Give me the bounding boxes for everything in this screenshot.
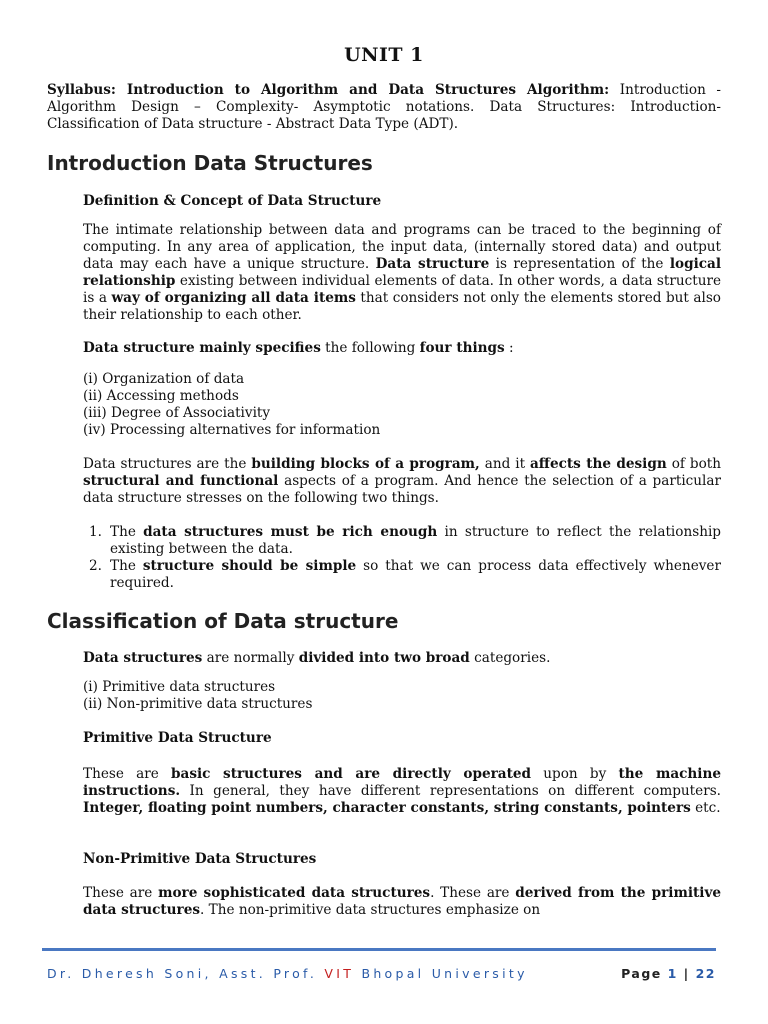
numbered-list — [83, 524, 721, 592]
item-number: 2. — [89, 558, 102, 574]
syllabus-text: Introduction - Algorithm Design – Complexity- Asymptotic notations. Data Structures: Introduction- Classification of Data structure - Abstract Data Type (ADT). — [47, 82, 722, 132]
bold-span: data structures must be rich enough — [143, 524, 438, 540]
text-span: The intimate relationship between data and programs can be traced to the beginning of computing. In any area of application, the input data, (internally stored data) and output data may each have a unique structure. — [83, 222, 721, 272]
page-current: 1 — [667, 966, 678, 981]
text-span: categories. — [469, 650, 551, 666]
bold-span: Data structures — [83, 650, 203, 666]
definition-paragraph — [83, 222, 721, 324]
bold-span: building blocks of a program, — [251, 456, 480, 472]
footer-rule — [42, 948, 716, 951]
text-span: . The non-primitive data structures emphasize on — [200, 902, 541, 918]
numbered-item — [83, 524, 721, 558]
list-item: (i) Primitive data structures — [83, 679, 276, 695]
text-span: The — [110, 524, 144, 540]
bold-span: divided into two broad — [298, 650, 470, 666]
unit-title: UNIT 1 — [344, 44, 424, 66]
syllabus — [47, 82, 721, 133]
primitive-heading: Primitive Data Structure — [83, 730, 272, 746]
bold-span: way of organizing all data items — [111, 290, 356, 306]
text-span: In general, they have different representations on different computers. — [180, 783, 721, 799]
non-primitive-paragraph — [83, 885, 721, 919]
classification-heading: Classification of Data structure — [47, 609, 399, 633]
text-span: of both — [666, 456, 721, 472]
text-span: in structure to reflect the relationship existing between the data. — [110, 524, 721, 557]
page-number — [621, 966, 716, 981]
four-things-list — [83, 371, 721, 439]
page-total: 22 — [695, 966, 716, 981]
categories-list — [83, 679, 721, 713]
text-span: upon by — [531, 766, 619, 782]
text-span: These are — [83, 885, 159, 901]
bold-span: basic structures and are directly operated — [171, 766, 532, 782]
text-span: and it — [479, 456, 530, 472]
page-label: Page — [621, 966, 668, 981]
text-span: These are — [83, 766, 171, 782]
bold-span: Integer, floating point numbers, character constants, string constants, pointers — [83, 800, 691, 816]
bold-span: Data structure mainly specifies — [83, 340, 321, 356]
list-item: (ii) Accessing methods — [83, 388, 239, 404]
author-text: Dr. Dheresh Soni, Asst. Prof. — [47, 966, 325, 981]
list-item: (iii) Degree of Associativity — [83, 405, 271, 421]
text-span: : — [504, 340, 514, 356]
text-span: . These are — [430, 885, 516, 901]
bold-span: logical relationship — [83, 256, 721, 289]
item-number: 1. — [89, 524, 102, 540]
bold-span: structural and functional — [83, 473, 279, 489]
text-span: etc. — [690, 800, 721, 816]
specifies-paragraph — [83, 340, 721, 357]
text-span: existing between individual elements of data. In other words, a data structure is a — [83, 273, 721, 306]
text-span: Data structures are the — [83, 456, 252, 472]
bold-span: affects the design — [530, 456, 667, 472]
university-name: Bhopal University — [354, 966, 528, 981]
text-span: The — [110, 558, 143, 574]
definition-heading: Definition & Concept of Data Structure — [83, 193, 382, 209]
university-abbrev: VIT — [324, 966, 355, 981]
bold-span: structure should be simple — [142, 558, 357, 574]
list-item: (ii) Non-primitive data structures — [83, 696, 313, 712]
non-primitive-heading: Non-Primitive Data Structures — [83, 851, 317, 867]
text-span: is representation of the — [489, 256, 670, 272]
list-item: (i) Organization of data — [83, 371, 245, 387]
syllabus-label: Syllabus: Introduction to Algorithm and Data Structures Algorithm: — [47, 82, 610, 98]
list-item: (iv) Processing alternatives for information — [83, 422, 381, 438]
text-span: so that we can process data effectively whenever required. — [110, 558, 721, 591]
classification-paragraph — [83, 650, 721, 667]
bold-span: derived from the primitive data structures — [83, 885, 721, 918]
text-span: are normally — [202, 650, 299, 666]
building-blocks-paragraph — [83, 456, 721, 507]
bold-span: more sophisticated data structures — [158, 885, 431, 901]
text-span: the following — [320, 340, 420, 356]
bold-span: four things — [419, 340, 505, 356]
text-span: aspects of a program. And hence the selection of a particular data structure stresses on the following two things. — [83, 473, 721, 506]
numbered-item — [83, 558, 721, 592]
footer-author — [47, 966, 528, 981]
text-span: that considers not only the elements stored but also their relationship to each other. — [83, 290, 721, 323]
intro-heading: Introduction Data Structures — [47, 151, 373, 175]
bold-span: Data structure — [375, 256, 490, 272]
primitive-paragraph — [83, 766, 721, 817]
page-separator: | — [677, 966, 696, 981]
bold-span: the machine instructions. — [83, 766, 721, 799]
